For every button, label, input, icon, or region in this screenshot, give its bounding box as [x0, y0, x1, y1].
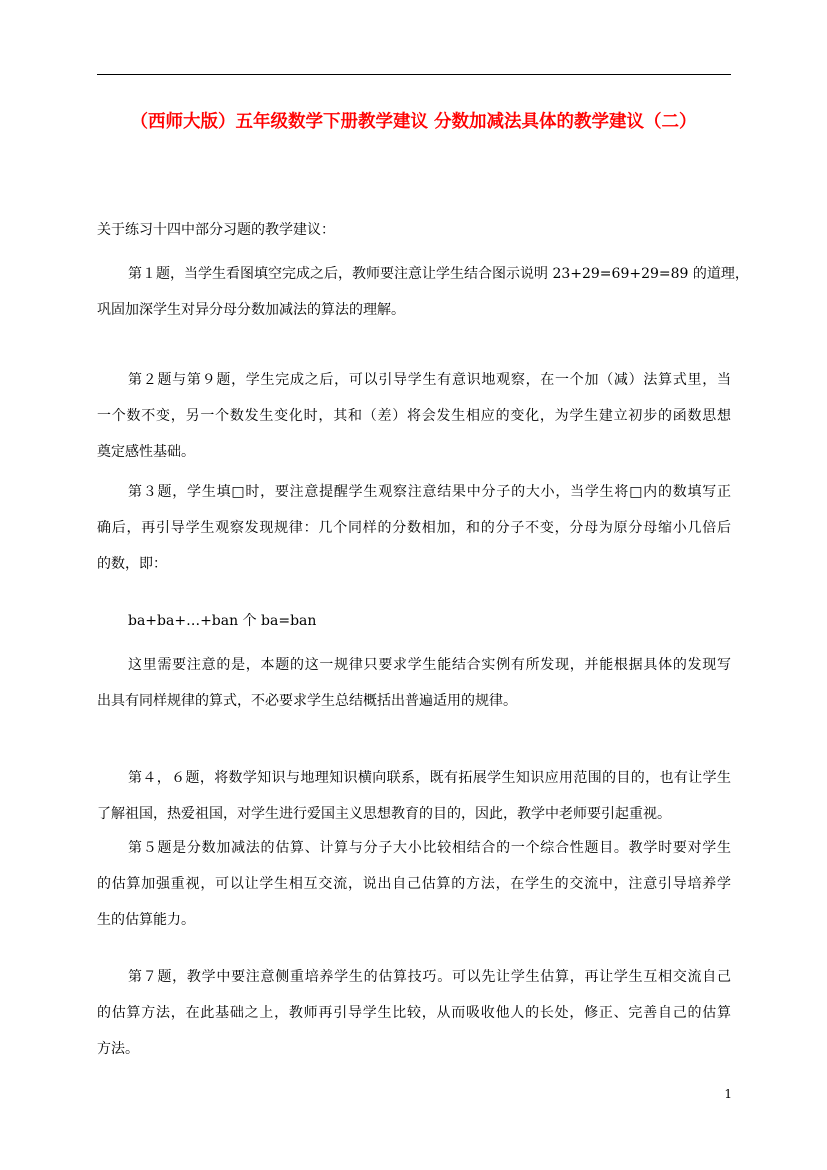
- paragraph-line: 生的估算能力。: [97, 912, 195, 928]
- paragraph-line: 第７题，教学中要注意侧重培养学生的估算技巧。可以先让学生估算，再让学生互相交流自己: [128, 969, 731, 985]
- paragraph-line: 第２题与第９题，学生完成之后，可以引导学生有意识地观察，在一个加（减）法算式里，当: [128, 372, 731, 388]
- paragraph-8: [97, 959, 731, 1067]
- paragraph-line: 出具有同样规律的算式，不必要求学生总结概括出普遍适用的规律。: [97, 693, 517, 709]
- paragraph-3: [97, 474, 731, 582]
- paragraph-line: 方法。: [97, 1041, 139, 1057]
- paragraph-7: [97, 830, 731, 938]
- intro-line: 关于练习十四中部分习题的教学建议：: [97, 222, 335, 238]
- formula-line: [97, 603, 731, 639]
- paragraph-line: 这里需要注意的是，本题的这一规律只要求学生能结合实例有所发现，并能根据具体的发现写: [128, 657, 731, 673]
- page-number: 1: [724, 1087, 732, 1101]
- paragraph-line: 的估算方法，在此基础之上，教师再引导学生比较，从而吸收他人的长处，修正、完善自己的估算: [97, 1005, 731, 1021]
- paragraph-5: [97, 647, 731, 719]
- paragraph-2: [97, 362, 731, 470]
- paragraph-line: 了解祖国，热爱祖国，对学生进行爱国主义思想教育的目的，因此，教学中老师要引起重视。: [97, 806, 671, 822]
- paragraph-line: 第５题是分数加减法的估算、计算与分子大小比较相结合的一个综合性题目。教学时要对学生: [128, 840, 731, 856]
- paragraph-line: 一个数不变，另一个数发生变化时，其和（差）将会发生相应的变化，为学生建立初步的函数思想: [97, 408, 731, 424]
- paragraph-line: 第４，６题，将数学知识与地理知识横向联系，既有拓展学生知识应用范围的目的，也有让学生: [128, 770, 731, 786]
- paragraph-line: 的数，即：: [97, 556, 167, 572]
- paragraph-line: 巩固加深学生对异分母分数加减法的算法的理解。: [97, 302, 405, 318]
- document-title: （西师大版）五年级数学下册教学建议 分数加减法具体的教学建议（二）: [130, 112, 697, 132]
- paragraph-line: 的估算加强重视，可以让学生相互交流，说出自己估算的方法，在学生的交流中，注意引导培养学: [97, 876, 731, 892]
- header-rule: [97, 74, 731, 75]
- paragraph-6: [97, 760, 731, 832]
- paragraph-line: 第１题，当学生看图填空完成之后，教师要注意让学生结合图示说明 23+29=69+29=89 的道理，: [128, 266, 749, 282]
- formula-text: ba+ba+…+ban 个 ba=ban: [128, 613, 317, 629]
- paragraph-1: [97, 256, 749, 328]
- paragraph-line: 确后，再引导学生观察发现规律：几个同样的分数相加，和的分子不变，分母为原分母缩小几倍后: [97, 520, 731, 536]
- paragraph-line: 奠定感性基础。: [97, 444, 195, 460]
- paragraph-line: 第３题，学生填□时，要注意提醒学生观察注意结果中分子的大小，当学生将□内的数填写正: [128, 484, 731, 500]
